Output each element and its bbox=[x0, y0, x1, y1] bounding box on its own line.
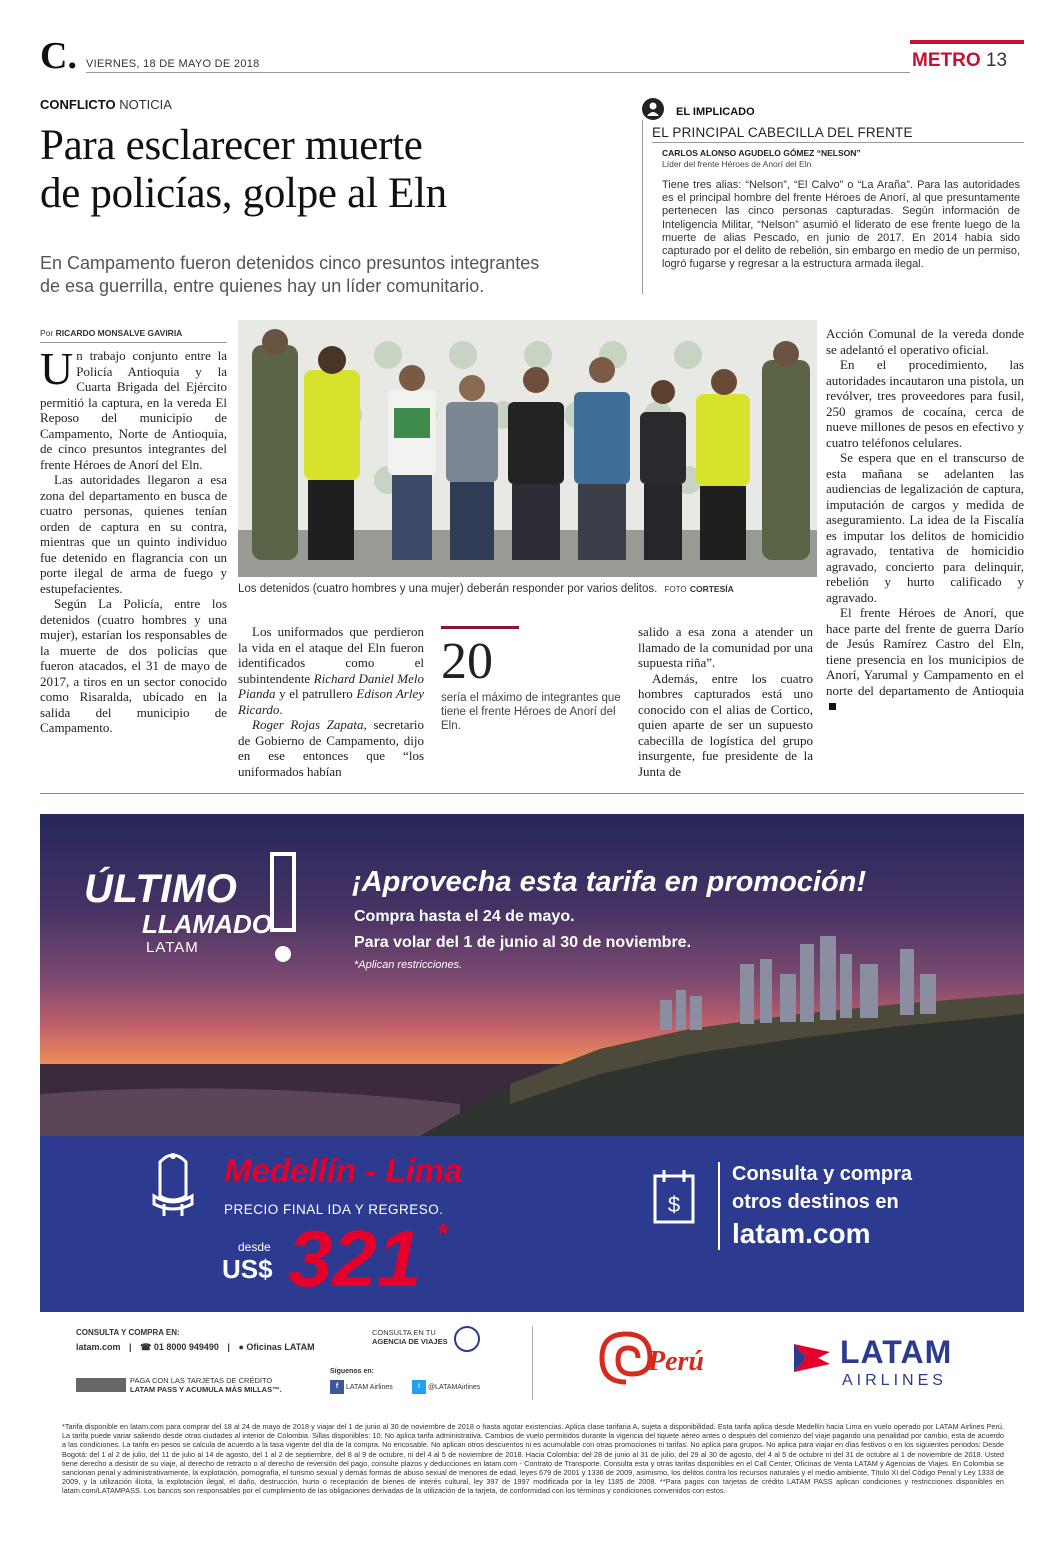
ad-footer bbox=[40, 1312, 1024, 1534]
article-bottom-rule bbox=[40, 793, 1024, 794]
ad-restrictions: *Aplican restricciones. bbox=[354, 959, 463, 971]
article-column-2 bbox=[238, 624, 424, 779]
ad-line-2: Para volar del 1 de junio al 30 de noviembre. bbox=[354, 934, 692, 951]
sidebar-label: EL IMPLICADO bbox=[676, 106, 755, 118]
header-rule bbox=[86, 72, 910, 73]
headline-line-1: Para esclarecer muerte bbox=[40, 122, 423, 169]
twitter-link[interactable] bbox=[412, 1380, 480, 1394]
latam-wordmark: LATAM bbox=[840, 1334, 953, 1370]
sidebar-rule bbox=[652, 142, 1024, 143]
column-4-paragraph-3: Se espera que en el transcurso de esta mañana se adelanten las audiencias de legalización de captura, imputación de cargos y medida de aseguramiento. La idea de la Fiscalía es imputar los delitos de homicidio agravado, tentativa de homicidio agravado, concierto para delinquir, rebelión y hurto calificado y agravado. bbox=[826, 450, 1024, 605]
footer-contacts bbox=[76, 1342, 315, 1353]
consulta-site-link[interactable]: latam.com bbox=[732, 1218, 871, 1249]
latam-logo-icon bbox=[792, 1336, 832, 1380]
sidebar-person-role: Líder del frente Héroes de Anorí del Eln bbox=[662, 159, 812, 169]
kicker-label: CONFLICTO bbox=[40, 97, 116, 112]
column-4-paragraph-4 bbox=[826, 605, 1024, 714]
stat-box bbox=[441, 626, 621, 733]
article-photo[interactable] bbox=[238, 320, 817, 577]
logo-line-3: LATAM bbox=[146, 939, 199, 956]
sidebar-implicado bbox=[642, 98, 1024, 296]
photo-caption-text: Los detenidos (cuatro hombres y una mujer) deberán responder por varios delitos. bbox=[238, 583, 658, 595]
exclamation-icon bbox=[268, 850, 288, 954]
price-currency: US$ bbox=[222, 1254, 273, 1284]
article-column-3 bbox=[638, 624, 813, 779]
page-number: 13 bbox=[985, 50, 1008, 71]
latam-airlines-text: AIRLINES bbox=[842, 1372, 947, 1389]
sidebar-title: EL PRINCIPAL CABECILLA DEL FRENTE bbox=[652, 125, 913, 140]
person-icon bbox=[642, 98, 664, 120]
kicker-type: NOTICIA bbox=[119, 97, 172, 112]
end-mark-icon bbox=[829, 703, 836, 710]
column-2-text-a: Los uniformados que perdieron la vida en el ataque del Eln fueron identificados como el subintendente bbox=[238, 624, 424, 686]
stat-rule bbox=[441, 626, 519, 629]
column-1-paragraph-2: Las autoridades llegaron a esa zona del departamento en busca de cuatro personas, quienes tenían orden de captura en su contra, mientras que un quinto individuo fue detenido en flagrancia con un porte ilegal de arma de fuego y estupefacientes. bbox=[40, 472, 227, 596]
agency-line-1: CONSULTA EN TU bbox=[372, 1328, 436, 1337]
ad-sunset-scene bbox=[40, 814, 1024, 1136]
column-3-paragraph-2: Además, entre los cuatro hombres capturados está uno conocido con el alias de Cortico, quien aparte de ser un supuesto cabecilla de logística del grupo insurgente, fue presidente de la Junta de bbox=[638, 670, 813, 779]
banner-divider bbox=[718, 1162, 720, 1250]
victim-name-1: Richard Daniel Melo Pianda bbox=[238, 670, 424, 701]
logo-line-2: LLAMADO bbox=[142, 909, 272, 939]
article-kicker bbox=[40, 97, 172, 112]
deck-line-1: En Campamento fueron detenidos cinco presuntos integrantes bbox=[40, 253, 540, 273]
official-name: Roger Rojas Zapata bbox=[252, 717, 364, 732]
footer-separator: | bbox=[129, 1342, 132, 1352]
section-bar bbox=[910, 40, 1024, 44]
facebook-icon: f bbox=[330, 1380, 344, 1394]
legal-text: *Tarifa disponible en latam.com para comprar del 18 al 24 de mayo de 2018 y viajar del 1 de junio al 30 de noviembre de 2018 o hasta agotar existencias. Aplica clase tarifaria A, sujeta a disponibilidad. Esta tarifa aplica desde Medellín hacia Lima en vuelo operado por LATAM Airlines Perú. La tarifa puede variar saliendo desde otras ciudades al interior de Colombia. Sillas disponibles: 10. No aplica tarifa administrativa. Cambios de vuelo permitidos durante la vigencia del tiquete aéreo antes o después del comienzo del viaje pagando una penalidad por cambio, esta de acuerdo a las condiciones. La tarifa en pesos se calcula de acuerdo a la tasa vigente del día de la compra. No encosable. No aplican otros descuentos ni es acumulable con otras promociones ni tarifas. No aplica para grupos. No aplica para viajar en días festivos o en los siguientes periodos: Desde Bogotá: del 1 al 2 de julio, del 11 de julio al 14 de agosto, del 1 al 2 de septiembre, del 8 al 9 de octubre, ni del 4 al 5 de noviembre de 2018. Hacia Colombia: del 28 de junio al 31 de julio, del 29 al 30 de agosto, del 4 al 5 de octubre ni del 31 de octubre al 1 de noviembre de 2018. Usted tiene derecho a desistir de su viaje, al derecho de retracto o al derecho de reversión del pago, consulte plazos y deducciones en latam.com - Contrato de Transporte. Consulta esta y otras tarifas disponibles en el Call Center, Oficinas de Venta LATAM y Agencias de Viajes. En Colombia se sancionan penal y administrativamente, la explotación, pornografía, el turismo sexual y demás formas de abuso sexual de menores de edad, leyes 679 de 2001 y 1336 de 2009, asimismo, los delitos contra los recursos naturales y el medio ambiente, Título XI del Código Penal y Ley 1333 de 2009, y la utilización ilícita, la explotación ilegal, el daño, destrucción, hurto o receptación de bienes de interés cultural, ley 397 de 1997 modificada por la ley 1185 de 2008. **Para pagos con tarjetas de crédito LATAM PASS aplican condiciones y restricciones disponibles en latam.com/LATAMPASS. Los bancos son responsables por el cumplimiento de las obligaciones derivadas de la utilización de la tarjeta, de conformidad con los términos y condiciones convenidos con estos. bbox=[62, 1422, 1004, 1496]
price-asterisk: * bbox=[438, 1218, 449, 1249]
byline-author: RICARDO MONSALVE GAVIRIA bbox=[55, 328, 183, 338]
latam-logo bbox=[792, 1332, 992, 1392]
price-label: PRECIO FINAL IDA Y REGRESO. bbox=[224, 1202, 444, 1217]
peru-logo bbox=[596, 1328, 716, 1388]
article-deck bbox=[40, 252, 539, 298]
headline-line-2: de policías, golpe al Eln bbox=[40, 170, 447, 217]
cards-line-2: LATAM PASS Y ACUMULA MÁS MILLAS™. bbox=[130, 1385, 282, 1394]
photo-caption bbox=[238, 583, 817, 595]
column-2-text-b: y el patrullero bbox=[275, 686, 357, 701]
deck-line-2: de esa guerrilla, entre quienes hay un líder comunitario. bbox=[40, 276, 485, 296]
column-2-text-c: . bbox=[279, 701, 283, 717]
section-name: METRO bbox=[912, 50, 981, 71]
column-1-paragraph-3: Según La Policía, entre los detenidos (cuatro hombres y una mujer), estarían los responsables de la muerte de dos policías que fueron atacados, el 31 de mayo de 2017, a tiros en un sector conocido como Risaralda, ubicado en la salida del municipio de Campamento. bbox=[40, 596, 227, 735]
office-icon: ● bbox=[238, 1342, 244, 1352]
section-label[interactable] bbox=[912, 50, 1007, 72]
footer-cards bbox=[130, 1376, 282, 1394]
photo-credit: CORTESÍA bbox=[689, 584, 734, 594]
route-title: Medellín - Lima bbox=[224, 1152, 463, 1189]
twitter-handle: @LATAMAirlines bbox=[427, 1383, 481, 1391]
photo-illustration bbox=[238, 320, 817, 577]
facebook-handle: LATAM Airlines bbox=[345, 1383, 393, 1391]
peru-wordmark: Perú bbox=[648, 1346, 704, 1377]
column-2-paragraph-1 bbox=[238, 624, 424, 717]
footer-divider bbox=[532, 1326, 533, 1400]
agency-icon bbox=[454, 1326, 480, 1352]
drop-cap: U bbox=[40, 343, 74, 394]
article-column-4 bbox=[826, 326, 1024, 714]
column-4-paragraph-1: Acción Comunal de la vereda donde se adelantó el operativo oficial. bbox=[826, 326, 1024, 357]
calendar-dollar-icon bbox=[652, 1168, 696, 1226]
footer-offices[interactable]: Oficinas LATAM bbox=[246, 1342, 315, 1352]
column-1-paragraph-1 bbox=[40, 343, 227, 472]
sidebar-body: Tiene tres alias: “Nelson”, “El Calvo” o “La Araña”. Para las autoridades es el principal hombre del frente Héroes de Anorí, al que presuntamente pertenecen las cinco personas capturadas. Según información de Inteligencia Militar, “Nelson” asumió el liderato de ese frente luego de la muerte de alias Pescado, en junio de 2017. En 2014 había sido capturado por el delito de rebelión, sin embargo en medio de un permiso, logró fugarse y regresar a la estructura armada ilegal. bbox=[662, 179, 1020, 271]
ultimo-llamado-logo bbox=[84, 868, 290, 958]
sidebar-person-name: CARLOS ALONSO AGUDELO GÓMEZ “NELSON” bbox=[662, 148, 861, 158]
follow-label: Síguenos en: bbox=[330, 1368, 374, 1375]
column-4-paragraph-4-text: El frente Héroes de Anorí, que hace parte del frente de guerra Darío de Jesús Ramírez Castro del Eln, tiene presencia en los municipios de Anorí, Yarumal y Campamento en el norte del departamento de Antioquia bbox=[826, 605, 1024, 698]
cards-line-1: PAGA CON LAS TARJETAS DE CRÉDITO bbox=[130, 1376, 273, 1385]
consulta-block bbox=[732, 1160, 912, 1252]
newspaper-logo[interactable] bbox=[40, 36, 77, 76]
byline bbox=[40, 328, 182, 338]
column-3-paragraph-1: salido a esa zona a atender un llamado de la comunidad por una supuesta riña”. bbox=[638, 624, 813, 670]
twitter-icon: t bbox=[412, 1380, 426, 1394]
hat-icon bbox=[150, 1152, 196, 1218]
agency-line-2: AGENCIA DE VIAJES bbox=[372, 1337, 448, 1346]
column-2-paragraph-2 bbox=[238, 717, 424, 779]
footer-agency bbox=[372, 1328, 448, 1346]
photo-credit-label: FOTO bbox=[664, 585, 687, 594]
column-1-paragraph-1-text: n trabajo conjunto entre la Policía Antioquia y la Cuarta Brigada del Ejército permitió la captura, en la vereda El Reposo del municipio de Campamento, Norte de Antioquia, de cinco presuntos integrantes del frente Héroes de Anorí del Eln. bbox=[40, 348, 227, 472]
article-column-1 bbox=[40, 343, 227, 736]
stat-text: sería el máximo de integrantes que tiene el frente Héroes de Anorí del Eln. bbox=[441, 692, 621, 732]
facebook-link[interactable] bbox=[330, 1380, 393, 1394]
byline-prefix: Por bbox=[40, 328, 54, 338]
column-2-text-d: , secretario de Gobierno de Campamento, dijo en ese entonces que “los uniformados habían bbox=[238, 717, 424, 779]
footer-web-link[interactable]: latam.com bbox=[76, 1342, 121, 1352]
ad-coastline-illustration bbox=[40, 814, 1024, 1136]
price-value: 321 bbox=[288, 1214, 422, 1303]
latam-advertisement[interactable] bbox=[40, 814, 1024, 1534]
logo-text: C. bbox=[40, 35, 77, 77]
svg-text:$: $ bbox=[667, 1192, 681, 1217]
peru-spiral-icon bbox=[596, 1328, 656, 1388]
sidebar-left-rule bbox=[642, 120, 643, 294]
footer-separator-2: | bbox=[227, 1342, 230, 1352]
logo-line-1: ÚLTIMO bbox=[84, 867, 238, 911]
footer-phone[interactable]: 01 8000 949490 bbox=[153, 1342, 219, 1352]
ad-headline: ¡Aprovecha esta tarifa en promoción! bbox=[352, 866, 867, 898]
column-4-paragraph-2: En el procedimiento, las autoridades incautaron una pistola, un revólver, tres proveedores para fusil, 250 gramos de cocaína, cerca de nueve millones de pesos en efectivo y cuatro teléfonos celulares. bbox=[826, 357, 1024, 450]
victim-name-2: Edison Arley Ricardo bbox=[238, 686, 425, 717]
phone-icon: ☎ bbox=[140, 1342, 152, 1352]
ad-price-banner bbox=[40, 1136, 1024, 1312]
article-headline bbox=[40, 122, 447, 218]
price-desde: desde bbox=[238, 1240, 271, 1254]
footer-consulta-label: CONSULTA Y COMPRA EN: bbox=[76, 1328, 180, 1337]
consulta-line-1: Consulta y compra bbox=[732, 1163, 913, 1185]
header-date: VIERNES, 18 DE MAYO DE 2018 bbox=[86, 58, 260, 70]
credit-cards-image bbox=[76, 1378, 126, 1392]
ad-line-1: Compra hasta el 24 de mayo. bbox=[354, 908, 575, 925]
consulta-line-2: otros destinos en bbox=[732, 1191, 899, 1213]
stat-number: 20 bbox=[441, 633, 493, 690]
